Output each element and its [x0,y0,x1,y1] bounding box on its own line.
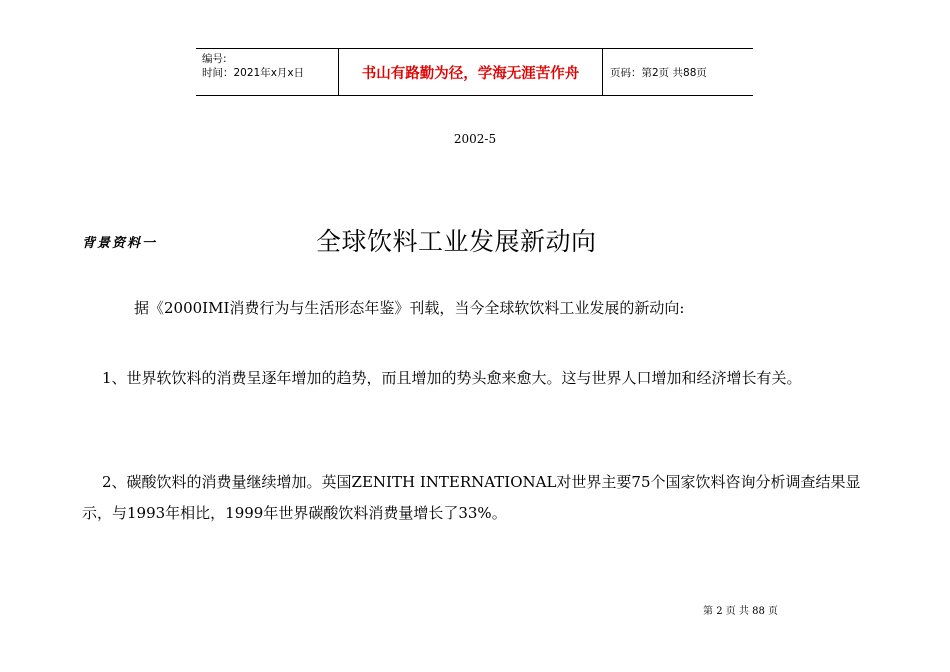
header-motto-cell [338,49,603,95]
page-code: 页码：第2页 共88页 [610,66,707,79]
document-date: 2002-5 [453,132,497,146]
paragraph-1: 1、世界软饮料的消费呈逐年增加的趋势，而且增加的势头愈来愈大。这与世界人口增加和经济增长有关。 [102,369,802,387]
background-label: 背景资料一 [82,236,158,251]
time-label: 时间：2021年x月x日 [202,67,305,79]
header-page-cell [603,49,753,95]
header-left-cell [196,49,338,95]
number-label: 编号: [202,53,227,65]
motto-text: 书山有路勤为径，学海无涯苦作舟 [361,65,580,82]
intro-paragraph: 据《2000IMI消费行为与生活形态年鉴》刊载，当今全球软饮料工业发展的新动向: [134,299,685,317]
document-title: 全球饮料工业发展新动向 [316,227,597,256]
page-header [196,48,753,96]
page-footer: 第 2 页 共 88 页 [703,606,778,617]
paragraph-2: 2、碳酸饮料的消费量继续增加。英国ZENITH INTERNATIONAL对世界主要75个国家饮料咨询分析调查结果显示，与1993年相比，1999年世界碳酸饮料消费量增长了33%。 [82,473,861,522]
